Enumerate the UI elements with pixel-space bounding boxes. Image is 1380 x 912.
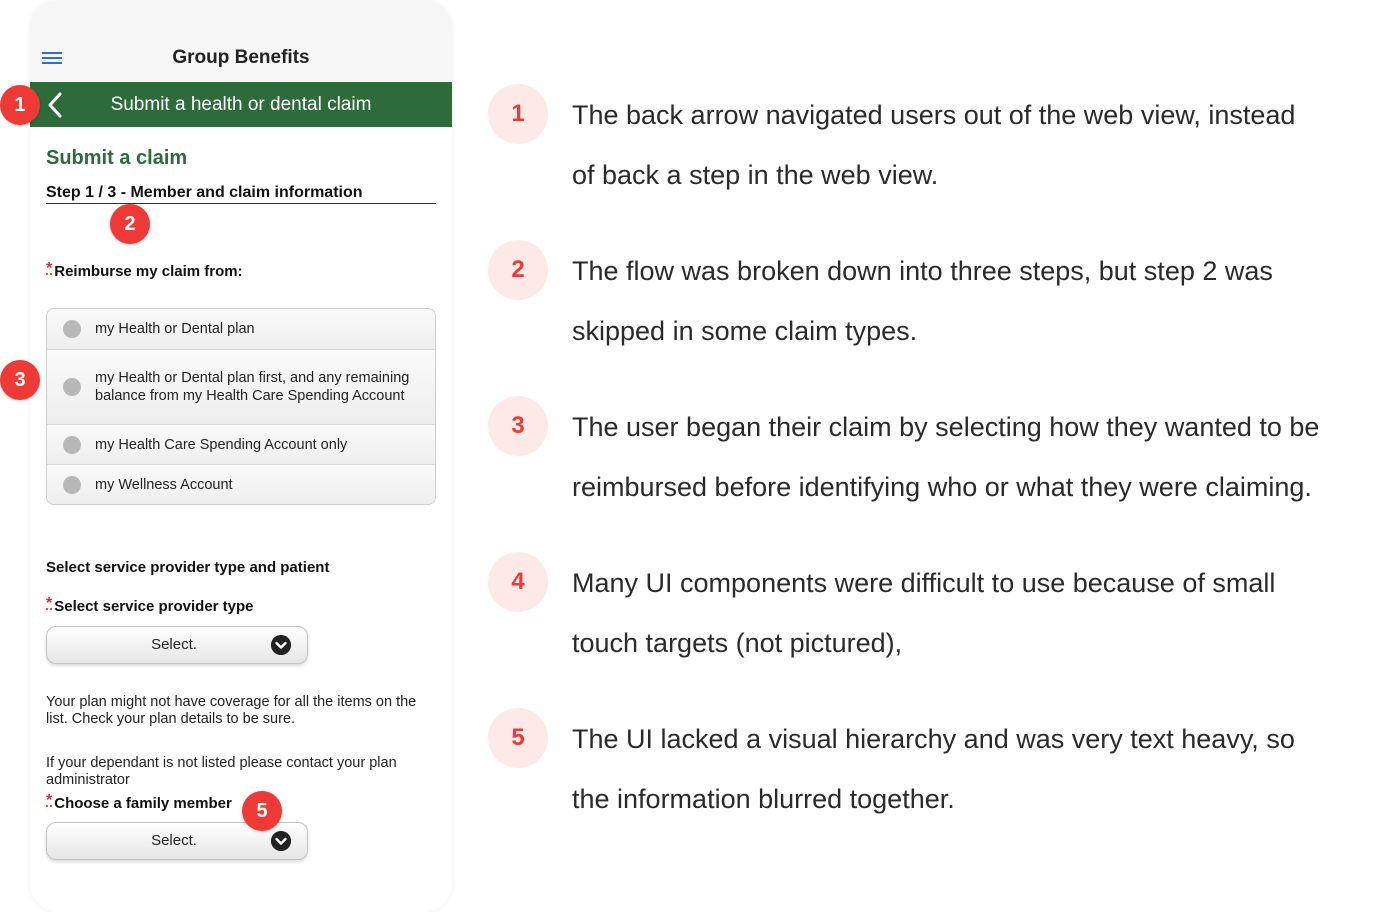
chevron-down-icon bbox=[271, 831, 291, 851]
radio-option-hcsa-only[interactable] bbox=[47, 424, 435, 464]
note-line: the information blurred together. bbox=[572, 784, 955, 814]
app-header bbox=[30, 0, 452, 82]
coverage-note: Your plan might not have coverage for all the items on the list. Check your plan details to be sure. bbox=[46, 694, 417, 727]
radio-button[interactable] bbox=[63, 476, 81, 494]
page-title: Submit a health or dental claim bbox=[110, 94, 372, 115]
dependant-note: If your dependant is not listed please contact your plan administrator bbox=[46, 755, 397, 788]
note-line: The user began their claim by selecting how they wanted to be bbox=[572, 412, 1320, 442]
radio-button[interactable] bbox=[63, 436, 81, 454]
note-number-badge: 1 bbox=[488, 84, 548, 144]
note-line: touch targets (not pictured), bbox=[572, 628, 903, 658]
note-line: skipped in some claim types. bbox=[572, 316, 918, 346]
select-value: Select. bbox=[151, 636, 197, 653]
reimburse-label: * Reimburse my claim from: bbox=[46, 260, 243, 280]
select-value: Select. bbox=[151, 832, 197, 849]
radio-option-plan-then-hcsa[interactable] bbox=[47, 349, 435, 424]
radio-label: my Health or Dental plan first, and any remaining balance from my Health Care Spending Account bbox=[95, 370, 410, 404]
note-line: of back a step in the web view. bbox=[572, 160, 939, 190]
radio-option-wellness[interactable] bbox=[47, 464, 435, 504]
note-line: The back arrow navigated users out of the web view, instead bbox=[572, 100, 1296, 130]
service-section-heading: Select service provider type and patient bbox=[46, 559, 330, 576]
radio-label: my Wellness Account bbox=[95, 476, 233, 493]
form-title: Submit a claim bbox=[46, 147, 188, 169]
reimburse-radio-group bbox=[46, 308, 436, 505]
callout-marker-1: 1 bbox=[0, 85, 40, 125]
note-number-badge: 3 bbox=[488, 396, 548, 456]
note-line: The UI lacked a visual hierarchy and was very text heavy, so bbox=[572, 724, 1295, 754]
page-title-bar bbox=[30, 82, 452, 127]
app-title: Group Benefits bbox=[172, 47, 310, 68]
family-member-label: * Choose a family member bbox=[46, 792, 232, 812]
callout-marker-5: 5 bbox=[242, 791, 282, 831]
callout-marker-3: 3 bbox=[0, 360, 40, 400]
note-line: The flow was broken down into three steps, but step 2 was bbox=[572, 256, 1273, 286]
radio-label: my Health or Dental plan bbox=[95, 321, 255, 337]
radio-button[interactable] bbox=[63, 378, 81, 396]
required-mark: * bbox=[46, 792, 53, 809]
phone-screenshot bbox=[30, 0, 452, 912]
note-number-badge: 4 bbox=[488, 552, 548, 612]
radio-option-health-dental[interactable] bbox=[47, 309, 435, 349]
radio-label: my Health Care Spending Account only bbox=[95, 436, 348, 453]
required-mark: * bbox=[46, 595, 53, 612]
note-number-badge: 5 bbox=[488, 708, 548, 768]
required-mark: * bbox=[46, 260, 53, 277]
provider-type-select[interactable] bbox=[46, 626, 308, 664]
note-line: reimbursed before identifying who or what they were claiming. bbox=[572, 472, 1312, 502]
note-number-badge: 2 bbox=[488, 240, 548, 300]
chevron-down-icon bbox=[271, 635, 291, 655]
note-line: Many UI components were difficult to use because of small bbox=[572, 568, 1276, 598]
step-indicator: Step 1 / 3 - Member and claim information bbox=[46, 184, 436, 204]
radio-button[interactable] bbox=[63, 320, 81, 338]
provider-type-label: * Select service provider type bbox=[46, 595, 254, 615]
callout-marker-2: 2 bbox=[110, 204, 150, 244]
